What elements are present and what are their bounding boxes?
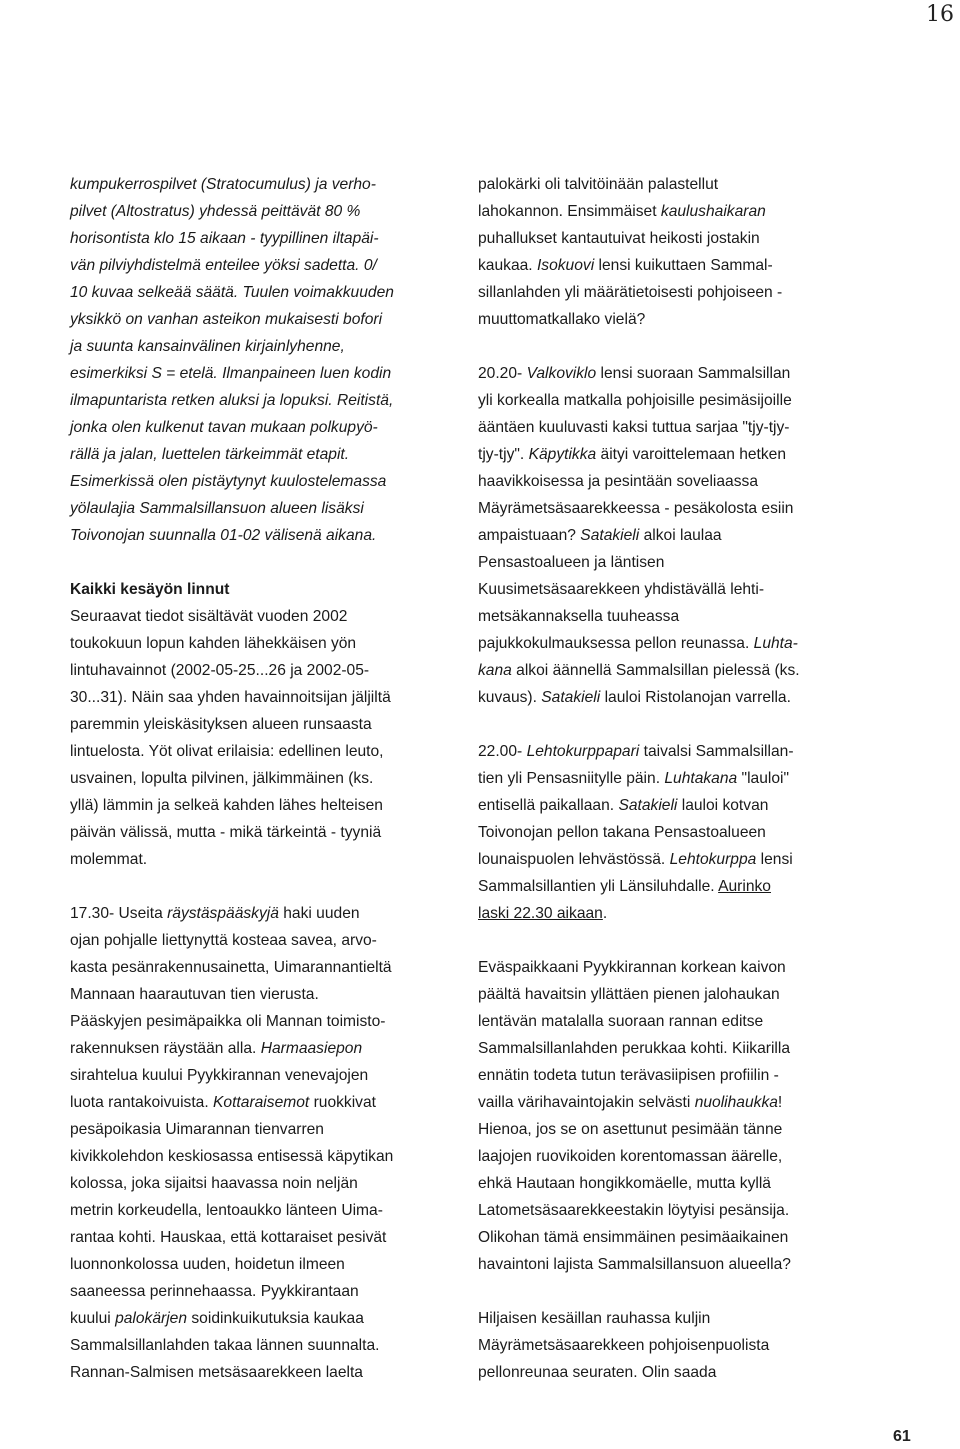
text-line xyxy=(70,225,465,252)
text-segment: ääntäen kuuluvasti kaksi tuttua sarjaa "tjy-tjy- xyxy=(478,419,790,436)
text-line xyxy=(478,1359,868,1386)
text-line xyxy=(70,1143,465,1170)
text-segment: 30...31). Näin saa yhden havainnoitsijan jäljiltä xyxy=(70,689,391,706)
text-segment: ehkä Hautaan hongikkomäelle, mutta kyllä xyxy=(478,1175,771,1192)
text-segment: tjy-tjy". xyxy=(478,446,529,463)
species-name: ilmapuntarista retken aluksi ja lopuksi. Reitistä, xyxy=(70,392,394,409)
text-segment: kivikkolehdon keskiosassa entisessä käpytikan xyxy=(70,1148,394,1165)
species-name: kaulushaikaran xyxy=(660,203,766,220)
text-line xyxy=(70,1116,465,1143)
text-segment: metrin korkeudella, lentoaukko länteen Uima- xyxy=(70,1202,383,1219)
text-segment: Latometsäsaarekkeestakin löytyisi pesänsija. xyxy=(478,1202,790,1219)
text-line xyxy=(478,981,868,1008)
text-line xyxy=(478,414,868,441)
text-segment: Pääskyjen pesimäpaikka oli Mannan toimisto- xyxy=(70,1013,386,1030)
text-line xyxy=(478,468,868,495)
species-name: Lehtokurppa xyxy=(669,851,757,868)
text-segment: usvainen, lopulta pilvinen, jälkimmäinen (ks. xyxy=(70,770,374,787)
text-segment: kuvaus). xyxy=(478,689,542,706)
text-segment: lintuhavainnot (2002-05-25...26 ja 2002-05- xyxy=(70,662,370,679)
species-name: esimerkiksi S = etelä. Ilmanpaineen luen kodin xyxy=(70,365,392,382)
species-name: palokärjen xyxy=(115,1310,188,1327)
text-segment: Sammalsillanlahden perukkaa kohti. Kiikarilla xyxy=(478,1040,791,1057)
text-line xyxy=(70,1305,465,1332)
text-segment: kasta pesänrakennusainetta, Uimarannantieltä xyxy=(70,959,392,976)
text-line xyxy=(478,1224,868,1251)
text-segment: Seuraavat tiedot sisältävät vuoden 2002 xyxy=(70,608,348,625)
species-name: Satakieli xyxy=(541,689,601,706)
text-line xyxy=(70,1170,465,1197)
text-segment: vailla värihavaintojakin selvästi xyxy=(478,1094,695,1111)
species-name: Esimerkissä olen pistäytynyt kuulostelemassa xyxy=(70,473,387,490)
text-line xyxy=(70,306,465,333)
text-line xyxy=(478,279,868,306)
text-segment: lounaispuolen lehvästössä. xyxy=(478,851,670,868)
species-name: Käpytikka xyxy=(528,446,597,463)
text-line xyxy=(70,252,465,279)
text-line xyxy=(478,549,868,576)
species-name: Satakieli xyxy=(580,527,640,544)
text-line xyxy=(70,1197,465,1224)
text-segment: 17.30- Useita xyxy=(70,905,168,922)
text-line xyxy=(478,630,868,657)
text-segment: ruokkivat xyxy=(309,1094,376,1111)
text-segment: kuului xyxy=(70,1310,116,1327)
text-segment: lensi suoraan Sammalsillan xyxy=(596,365,791,382)
text-line xyxy=(478,252,868,279)
text-line xyxy=(478,1170,868,1197)
text-segment: muuttomatkallako vielä? xyxy=(478,311,646,328)
text-line xyxy=(70,198,465,225)
text-segment: tien yli Pensasniitylle päin. xyxy=(478,770,665,787)
paragraph-gap xyxy=(70,549,465,576)
text-segment: päältä havaitsin yllättäen pienen jalohaukan xyxy=(478,986,780,1003)
page-number-bottom: 61 xyxy=(893,1428,911,1445)
species-name: yölaulajia Sammalsillansuon alueen lisäksi xyxy=(70,500,364,517)
text-segment: kaukaa. xyxy=(478,257,537,274)
species-name: yksikkö on vanhan asteikon mukaisesti bofori xyxy=(70,311,383,328)
text-segment: äityi varoittelemaan hetken xyxy=(596,446,787,463)
text-segment: pajukkokulmauksessa pellon reunassa. xyxy=(478,635,754,652)
text-line xyxy=(70,360,465,387)
text-segment: Mannaan haarautuvan tien vierusta. xyxy=(70,986,319,1003)
text-line xyxy=(70,1278,465,1305)
text-segment: kolossa, joka sijaitsi haavassa noin neljän xyxy=(70,1175,358,1192)
text-segment: luota rantakoivuista. xyxy=(70,1094,214,1111)
species-name: räystäspääskyjä xyxy=(167,905,279,922)
text-line xyxy=(478,1089,868,1116)
text-line xyxy=(478,954,868,981)
text-segment: lauloi Ristolanojan varrella. xyxy=(600,689,791,706)
text-line xyxy=(478,306,868,333)
text-segment: pellonreunaa seuraten. Olin saada xyxy=(478,1364,717,1381)
species-name: ja suunta kansainvälinen kirjainlyhenne, xyxy=(70,338,345,355)
text-segment: lentävän matalalla suoraan rannan editse xyxy=(478,1013,764,1030)
text-segment: laski 22.30 aikaan xyxy=(478,905,603,922)
text-segment: Aurinko xyxy=(718,878,771,895)
text-line xyxy=(70,630,465,657)
text-line xyxy=(478,1332,868,1359)
section-heading: Kaikki kesäyön linnut xyxy=(70,581,230,598)
text-line xyxy=(70,711,465,738)
text-line xyxy=(478,603,868,630)
text-line xyxy=(70,1251,465,1278)
species-name: Harmaasiepon xyxy=(260,1040,363,1057)
page-number-top: 16 xyxy=(926,2,954,27)
species-name: kana xyxy=(478,662,512,679)
text-line xyxy=(70,1359,465,1386)
text-line xyxy=(478,1116,868,1143)
species-name: Isokuovi xyxy=(536,257,595,274)
text-line xyxy=(70,333,465,360)
text-segment: alkoi äännellä Sammalsillan pielessä (ks. xyxy=(511,662,800,679)
text-line xyxy=(70,603,465,630)
species-name: pilvet (Altostratus) yhdessä peittävät 80 % xyxy=(70,203,361,220)
species-name: 10 kuvaa selkeää säätä. Tuulen voimakkuuden xyxy=(70,284,394,301)
text-line xyxy=(478,792,868,819)
text-line xyxy=(70,1062,465,1089)
text-segment: Toivonojan pellon takana Pensastoalueen xyxy=(478,824,766,841)
text-segment: havaintoni lajista Sammalsillansuon alueella? xyxy=(478,1256,791,1273)
text-segment: ojan pohjalle liettynyttä kosteaa savea, arvo- xyxy=(70,932,377,949)
text-line xyxy=(70,738,465,765)
text-segment: ! xyxy=(777,1094,783,1111)
text-segment: sirahtelua kuului Pyykkirannan venevajojen xyxy=(70,1067,369,1084)
text-segment: soidinkuikutuksia kaukaa xyxy=(187,1310,364,1327)
text-line xyxy=(478,441,868,468)
text-line xyxy=(478,360,868,387)
text-line xyxy=(70,792,465,819)
text-line xyxy=(70,846,465,873)
text-line xyxy=(478,1062,868,1089)
species-name: Valkoviklo xyxy=(526,365,597,382)
species-name: Luhtakana xyxy=(664,770,738,787)
text-line xyxy=(70,279,465,306)
paragraph-gap xyxy=(478,1278,868,1305)
text-segment: taivalsi Sammalsillan- xyxy=(639,743,794,760)
text-line xyxy=(478,765,868,792)
text-segment: Kuusimetsäsaarekkeen yhdistävällä lehti- xyxy=(478,581,765,598)
text-segment: Hienoa, jos se on asettunut pesimään tänne xyxy=(478,1121,783,1138)
species-name: Kottaraisemot xyxy=(213,1094,310,1111)
text-segment: 20.20- xyxy=(478,365,527,382)
text-line xyxy=(70,684,465,711)
paragraph-gap xyxy=(70,873,465,900)
text-line xyxy=(478,1035,868,1062)
text-segment: molemmat. xyxy=(70,851,148,868)
text-segment: Mäyrämetsäsaarekkeessa - pesäkolosta esiin xyxy=(478,500,794,517)
text-line xyxy=(70,171,465,198)
text-segment: Sammalsillantien yli Länsiluhdalle. xyxy=(478,878,719,895)
text-line xyxy=(478,1305,868,1332)
text-line xyxy=(478,522,868,549)
text-segment: Hiljaisen kesäillan rauhassa kuljin xyxy=(478,1310,711,1327)
text-line xyxy=(478,1251,868,1278)
text-line xyxy=(70,954,465,981)
text-segment: Sammalsillanlahden takaa lännen suunnalta. xyxy=(70,1337,380,1354)
text-segment: Olikohan tämä ensimmäinen pesimäaikainen xyxy=(478,1229,789,1246)
text-segment: alkoi laulaa xyxy=(639,527,722,544)
text-segment: lintuelosta. Yöt olivat erilaisia: edellinen leuto, xyxy=(70,743,384,760)
text-line xyxy=(478,873,868,900)
text-line xyxy=(478,819,868,846)
text-segment: Rannan-Salmisen metsäsaarekkeen laelta xyxy=(70,1364,363,1381)
text-line xyxy=(70,441,465,468)
text-segment: lauloi kotvan xyxy=(677,797,769,814)
species-name: horisontista klo 15 aikaan - tyypillinen iltapäi- xyxy=(70,230,379,247)
species-name: vän pilviyhdistelmä enteilee yöksi sadetta. 0/ xyxy=(70,257,377,274)
text-segment: entisellä paikallaan. xyxy=(478,797,619,814)
species-name: jonka olen kulkenut tavan mukaan polkupyö- xyxy=(70,419,378,436)
text-line xyxy=(70,900,465,927)
text-line xyxy=(70,1008,465,1035)
text-line xyxy=(70,414,465,441)
text-line xyxy=(70,495,465,522)
species-name: Lehtokurppapari xyxy=(526,743,640,760)
text-line xyxy=(478,1143,868,1170)
text-line xyxy=(478,684,868,711)
text-segment: haavikkoisessa ja pesintään soveliaassa xyxy=(478,473,758,490)
text-line xyxy=(70,819,465,846)
text-segment: rantaa kohti. Hauskaa, että kottaraiset pesivät xyxy=(70,1229,387,1246)
text-segment: saaneessa perinnehaassa. Pyykkirantaan xyxy=(70,1283,359,1300)
text-segment: luonnonkolossa uuden, hoidetun ilmeen xyxy=(70,1256,345,1273)
text-line xyxy=(70,576,465,603)
text-segment: Eväspaikkaani Pyykkirannan korkean kaivon xyxy=(478,959,786,976)
text-segment: puhallukset kantautuivat heikosti jostakin xyxy=(478,230,760,247)
text-segment: Pensastoalueen ja läntisen xyxy=(478,554,665,571)
species-name: Luhta- xyxy=(753,635,798,652)
text-segment: lahokannon. Ensimmäiset xyxy=(478,203,661,220)
text-segment: palokärki oli talvitöinään palastellut xyxy=(478,176,719,193)
text-line xyxy=(70,387,465,414)
text-line xyxy=(70,981,465,1008)
text-segment: lensi kuikuttaen Sammal- xyxy=(594,257,773,274)
text-line xyxy=(478,495,868,522)
text-segment: haki uuden xyxy=(278,905,360,922)
species-name: rällä ja jalan, luettelen tärkeimmät etapit. xyxy=(70,446,350,463)
text-segment: paremmin yleiskäsityksen alueen runsaasta xyxy=(70,716,372,733)
text-segment: ennätin todeta tutun terävasiipisen profiilin - xyxy=(478,1067,779,1084)
paragraph-gap xyxy=(478,333,868,360)
text-line xyxy=(70,657,465,684)
text-segment: . xyxy=(602,905,608,922)
text-segment: toukokuun lopun kahden lähekkäisen yön xyxy=(70,635,357,652)
text-line xyxy=(478,846,868,873)
text-line xyxy=(478,387,868,414)
text-line xyxy=(478,900,868,927)
text-line xyxy=(70,522,465,549)
text-line xyxy=(70,1035,465,1062)
text-line xyxy=(70,468,465,495)
text-segment: päivän välissä, mutta - mikä tärkeintä - tyyniä xyxy=(70,824,382,841)
text-line xyxy=(478,171,868,198)
text-line xyxy=(70,765,465,792)
text-line xyxy=(478,1008,868,1035)
text-line xyxy=(478,738,868,765)
species-name: nuolihaukka xyxy=(694,1094,778,1111)
text-segment: rakennuksen räystään alla. xyxy=(70,1040,261,1057)
species-name: Satakieli xyxy=(618,797,678,814)
text-segment: "lauloi" xyxy=(737,770,790,787)
text-segment: sillanlahden yli määrätietoisesti pohjoiseen - xyxy=(478,284,783,301)
text-line xyxy=(70,1332,465,1359)
text-line xyxy=(70,927,465,954)
text-segment: pesäpoikasia Uimarannan tienvarren xyxy=(70,1121,324,1138)
left-column xyxy=(70,171,465,1386)
paragraph-gap xyxy=(478,927,868,954)
text-segment: yllä) lämmin ja selkeä kahden lähes helteisen xyxy=(70,797,383,814)
species-name: Toivonojan suunnalla 01-02 välisenä aikana. xyxy=(70,527,377,544)
paragraph-gap xyxy=(478,711,868,738)
text-segment: metsäkannaksella tuuheassa xyxy=(478,608,680,625)
text-line xyxy=(478,576,868,603)
text-line xyxy=(70,1089,465,1116)
text-segment: Mäyrämetsäsaarekkeen pohjoisenpuolista xyxy=(478,1337,770,1354)
right-column xyxy=(478,171,868,1386)
text-segment: 22.00- xyxy=(478,743,527,760)
text-line xyxy=(478,657,868,684)
species-name: kumpukerrospilvet (Stratocumulus) ja verho- xyxy=(70,176,376,193)
text-segment: ampaistuaan? xyxy=(478,527,581,544)
text-line xyxy=(478,225,868,252)
text-segment: lensi xyxy=(756,851,793,868)
text-line xyxy=(478,1197,868,1224)
text-segment: yli korkealla matkalla pohjoisille pesimäsijoille xyxy=(478,392,792,409)
text-segment: laajojen ruovikoiden korentomassan äärelle, xyxy=(478,1148,783,1165)
text-line xyxy=(478,198,868,225)
text-line xyxy=(70,1224,465,1251)
